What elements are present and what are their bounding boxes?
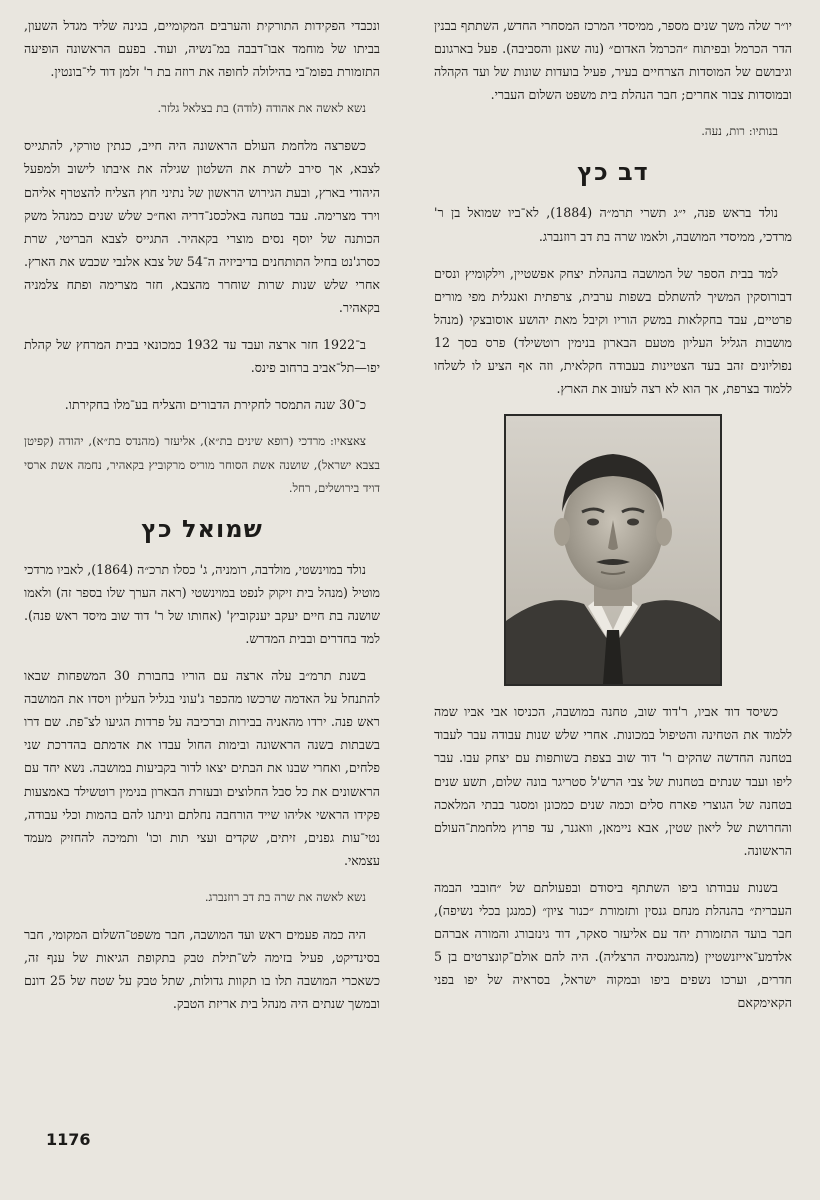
- paragraph: היה כמה פעמים ראש ועד המושבה, חבר משפט־השלום המקומי, חבר בסינדיקט, פעיל בזימה לש־תילת טבק בתקופת הגיאות של ענף זה, כשאכרי המושבה תלו בו תקוות גדולות, שתל טבק על שטח של 25 דונם ובמשך שנתים היה מנהל בית אריזת הטבק.: [24, 927, 380, 1012]
- birth-paragraph: נולד במוינשטי, מולדבה, רומניה, ג' כסלו תרכ״ה (1864), לאביו מרדכי מוטיל (מנהל בית זיקוק לנפט במוינשטי (ראה הערך שלו בספר זה) ולאמו שושנה בת חיים יעקב יענקוביץ' (אחותו של ר' דוד שוב מיסד ראש פנה). למד בחדרים ובבית המדרש.: [24, 561, 380, 646]
- paragraph: כשיסד דוד אביו, ר'דוד שוב, טחנה במושבה, הכניסו אבי אביו שמה ללמוד את הטחינה והטיפול במכונות. אחרי שלש שנות עבודה עבר לעבוד בטחנה החדשה שהקים ר' דוד שוב בצפת בשותפות עם יצחק עבו. עבר ליפו ועבד שנתים בטחנות של צבי הרש'ל סטריגר בונה שלום, תשע שנים בטחנה של הגוצרי פארח סלים וכמה שנים כמכונן ומסגר בבתי המלאכה והחרושת של ליאון שטין, אבא ניימאן, וואגנר, עד פרוץ מלחמת־העולם הראשונה.: [434, 704, 792, 858]
- paragraph: ונכבדי הפקידות התורקית והערבים המקומיים, בגינה שליד מגדל השעון, בביתו של מוחמד אבו־דבבה במ־נשיה, ועוד. בפעם הראשונה הופיעה התזמורת בפומ־בי בהילולה לחופה את רוזה בת ר' זלמן דוד לי־בונטין.: [24, 18, 380, 80]
- descendants-paragraph: צאצאיו: מרדכי (רופא שינים בת״א), אליעזר (מהנדס בת״א), יהודה (קפיטן בצבא ישראל), שושנה אשת הסוחר מוריס מרקוביץ בקאהיר, נחמה אשת ארסי דויד בירושלים, רחל.: [24, 434, 380, 495]
- paragraph: כ־30 שנה התמסר לחקירת הדבורים והצליח בע־מלו בחקירתו.: [64, 397, 366, 413]
- paragraph: בשנת תרמ״ב עלה ארצה עם הוריו בחבורת 30 המשפחות שבאו להתנחל על האדמה שרכשו מהכפר ג'עוני בגליל העליון ויסדו את המושבה ראש פנה. ירדו מהאניה בבירות וברכיבה על פרדות הגיעו לצ־פת. שם דרו בשבתות בשנה הראשונה ובימות החול עבדו את אדמתם בהדרכת שני פלחים, ואחרי שבנו את הבתים יצאו לדור בקביעות במושבה. נשא יחד עם הראשונים את כל סבל החלוצים ובעזרת הבארון בנימין רוטשילד באמצעות פקידו הראשי אליהו שייד הורחבה נחלתם וניתנו להם בהמות וכלי עבודה, נטי־עות גפנים, זיתים, שקדים ועצי תות וכו' ותמיכה להחזיק מעמד עצמאי.: [24, 668, 380, 868]
- paragraph: ב־1922 חזר ארצה ועבד עד 1932 כמכונאי בבית המרחץ של קהלת יפו—תל־אביב ברחוב פינס.: [24, 337, 380, 376]
- paragraph: יו״ר שלה משך שנים מספר, ממיסדי המרכז המסחרי החדש, השתתף בבנין הדר הכרמל ובפיתוח ״הכרמל האדום״ (נוה שאנן והסביבה). פעל בארגונם וגיבושם של המוסדות הצרחיים בעיר, פעיל בועדות שונות של ועד הקהלה ובמוסדות צבור אחרים; חבר הנהלת בית משפט השלום העברי.: [434, 18, 792, 103]
- section-heading: שמואל כץ: [141, 514, 263, 543]
- daughters-line: בנותיו: רות, נעה.: [701, 124, 778, 139]
- marriage-line: נשא לאשה את אהודה (לודה) בת בצלאל גלזר.: [157, 101, 366, 116]
- paragraph: בשנות עבודתו ביפו השתתף ביסודם ובפעולתם של ״חובבי הבמה העברית״ בהנהלת מנחם גנסין ותזמורת ״כנור ציון״ (כמנגן בכלי נשיפה), חבר בועד התזמורת יחד עם אליעזר סאקר, דוד גינזבורג והמורה אברהם אלדמע־אייזנשטיין (מהגמנסיה הרצליה). היה להם אולם־קונצרטים בן 5 חדרים, וערכו נשפים ביפו ובמקוה ישראל, בסראיה של יפו בפני הקאימקאם: [434, 879, 792, 1011]
- right-column: [434, 14, 792, 1028]
- marriage-line: נשא לאשה את שרה בת דב רוזנברג.: [204, 889, 366, 904]
- paragraph: למד בבית הספר של המושבה בהנהלת יצחק אפשטיין, וילקומיץ ונסים דבורוסקין המשיך להשתלם בשפות ערבית, צרפתית ואנגלית מפי מורים פרטיים, עבד בחקלאות במשק הוריו וקיבל מאת יהושע אוסובצקי (מנהל מושבות הגליל העליון מטעם הבארון בנימין רוטשילד) פרס בסך 12 נפוליונים זהב בעד הצטיינות בעבודה חקלאית, וזה אף הציע לו לשלחו ללמוד בצרפת, אך הוא לא רצה לעזוב את הארץ.: [434, 265, 792, 397]
- portrait-photo: [504, 414, 722, 686]
- birth-paragraph: נולד בראש פנה, י״ג תשרי תרמ״ה (1884), לא־ביו שמואל בן ר' מרדכי, ממיסדי המושבה, ולאמו שרה בת דב רוזנברג.: [434, 205, 792, 244]
- portrait-illustration: [506, 416, 720, 684]
- page-number: 1176: [46, 1130, 91, 1149]
- paragraph: כשפרצה מלחמת העולם הראשונה היה חייב, כנתין טורקי, להתגייס לצבא, אך סירב לשרת את השלטון שגילה את איבתו לישוב ולמפעל היהודי בארץ, ובעת הגירוש הראשון של נתיני חוץ הצליח להצטרף אליהם וירד מצרימה. עבד בטחנה באלכסנ־דריה ואח״כ שלש שנים כמנהל משק הכותנה של יוסף נסים מוצרי בקאהיר. התגייס לצבא הבריטי, שרת כסרג'נט בחיל התותחנים בדיביזיה ה־54 של צבא אלנבי שכבש את הארץ. אחרי שלש שנות שרות שוחרר מהצבא, חזר מצרימה ופתח צלמניה בקאהיר.: [24, 138, 380, 316]
- section-heading: דב כץ: [577, 158, 649, 187]
- left-column: [24, 14, 380, 1029]
